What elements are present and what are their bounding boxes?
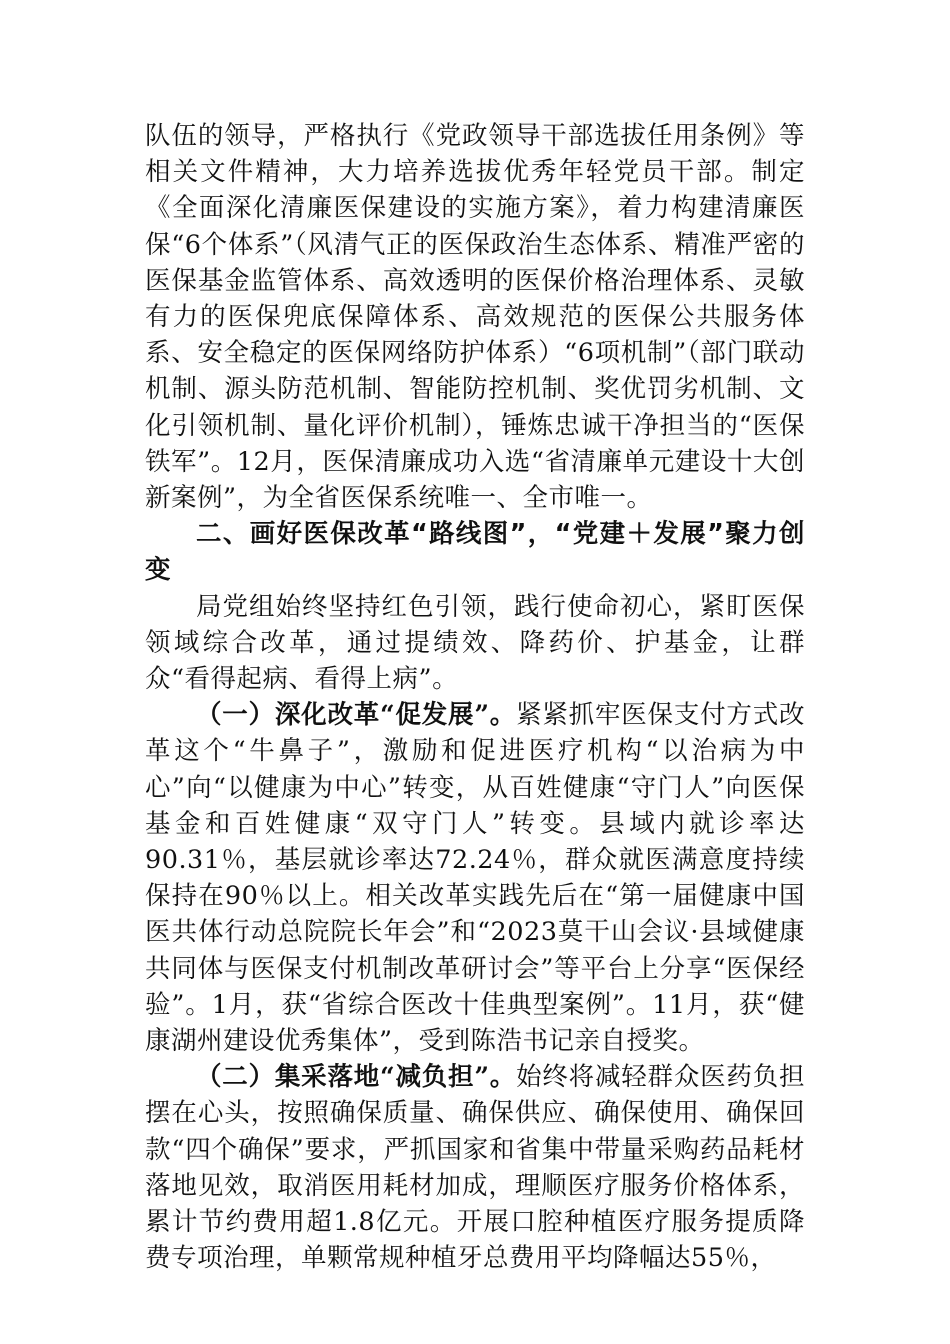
section-heading-reform: 二、画好医保改革“路线图”，“党建＋发展”聚力创变	[145, 519, 805, 586]
subsection-body-procurement: 始终将减轻群众医药负担摆在心头，按照确保质量、确保供应、确保使用、确保回款“四个确保”要求，严抓国家和省集中带量采购药品耗材落地见效，取消医用耗材加成，理顺医疗服务价格体系，累计节约费用超1.8亿元。开展口腔种植医疗服务提质降费专项治理，单颗常规种植牙总费用平均降幅达55％，	[145, 1062, 805, 1274]
paragraph-deepen-reform	[145, 697, 805, 1059]
paragraph-team-leadership: 队伍的领导，严格执行《党政领导干部选拔任用条例》等相关文件精神，大力培养选拔优秀年轻党员干部。制定《全面深化清廉医保建设的实施方案》，着力构建清廉医保“6个体系”（风清气正的医保政治生态体系、精准严密的医保基金监管体系、高效透明的医保价格治理体系、灵敏有力的医保兜底保障体系、高效规范的医保公共服务体系、安全稳定的医保网络防护体系）“6项机制”（部门联动机制、源头防范机制、智能防控机制、奖优罚劣机制、文化引领机制、量化评价机制），锤炼忠诚干净担当的“医保铁军”。12月，医保清廉成功入选“省清廉单元建设十大创新案例”，为全省医保系统唯一、全市唯一。	[145, 121, 805, 514]
subsection-body-deepen-reform: 紧紧抓牢医保支付方式改革这个“牛鼻子”，激励和促进医疗机构“以治病为中心”向“以健康为中心”转变，从百姓健康“守门人”向医保基金和百姓健康“双守门人”转变。县域内就诊率达90.31％，基层就诊率达72.24％，群众就医满意度持续保持在90％以上。相关改革实践先后在“第一届健康中国医共体行动总院院长年会”和“2023莫干山会议·县域健康共同体与医保支付机制改革研讨会”等平台上分享“医保经验”。1月，获“省综合医改十佳典型案例”。11月，获“健康湖州建设优秀集体”，受到陈浩书记亲自授奖。	[145, 700, 805, 1057]
subsection-title-deepen-reform: （一）深化改革“促发展”。	[196, 700, 517, 731]
document-page	[145, 118, 805, 1277]
paragraph-centralized-procurement	[145, 1059, 805, 1276]
subsection-title-procurement: （二）集采落地“减负担”。	[196, 1062, 517, 1093]
paragraph-red-leadership: 局党组始终坚持红色引领，践行使命初心，紧盯医保领域综合改革，通过提绩效、降药价、护基金，让群众“看得起病、看得上病”。	[145, 591, 805, 695]
